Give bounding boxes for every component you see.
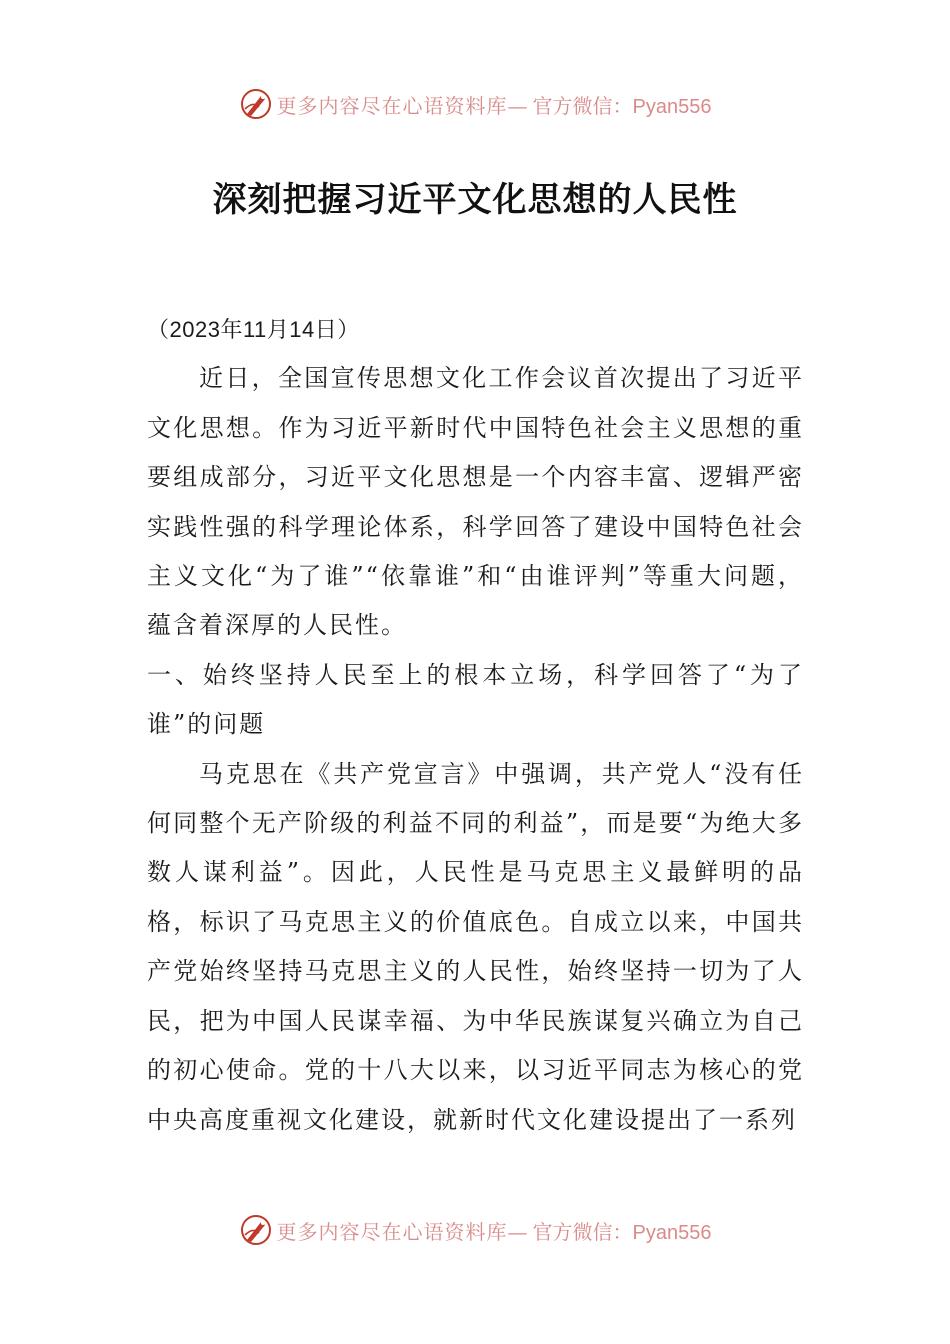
header-banner (0, 84, 950, 124)
section-heading: 一、始终坚持人民至上的根本立场，科学回答了“为了谁”的问题 (147, 660, 804, 739)
footer-banner (0, 1210, 950, 1250)
body-paragraph: 近日，全国宣传思想文化工作会议首次提出了习近平文化思想。作为习近平新时代中国特色社会主义思想的重要组成部分，习近平文化思想是一个内容丰富、逻辑严密实践性强的科学理论体系，科学回答了建设中国特色社会主义文化“为了谁”“依靠谁”和“由谁评判”等重大问题，蕴含着深厚的人民性。 (147, 364, 804, 640)
banner-text: 更多内容尽在心语资料库— (276, 93, 529, 118)
pen-nib-logo-icon (239, 87, 273, 121)
banner-wechat-label: 官方微信：Pyan556 (532, 95, 712, 118)
banner-wechat-label: 官方微信：Pyan556 (532, 1221, 712, 1244)
document-date: （2023年11月14日） (147, 317, 360, 342)
body-paragraph: 马克思在《共产党宣言》中强调，共产党人“没有任何同整个无产阶级的利益不同的利益”，而是要“为绝大多数人谋利益”。因此，人民性是马克思主义最鲜明的品格，标识了马克思主义的价值底色。自成立以来，中国共产党始终坚持马克思主义的人民性，始终坚持一切为了人民，把为中国人民谋幸福、为中华民族谋复兴确立为自己的初心使命。党的十八大以来，以习近平同志为核心的党中央高度重视文化建设，就新时代文化建设提出了一系列 (147, 759, 804, 1134)
page-title: 深刻把握习近平文化思想的人民性 (212, 180, 738, 220)
document-body (147, 305, 804, 1145)
banner-text: 更多内容尽在心语资料库— (276, 1219, 529, 1244)
pen-nib-logo-icon (239, 1213, 273, 1247)
